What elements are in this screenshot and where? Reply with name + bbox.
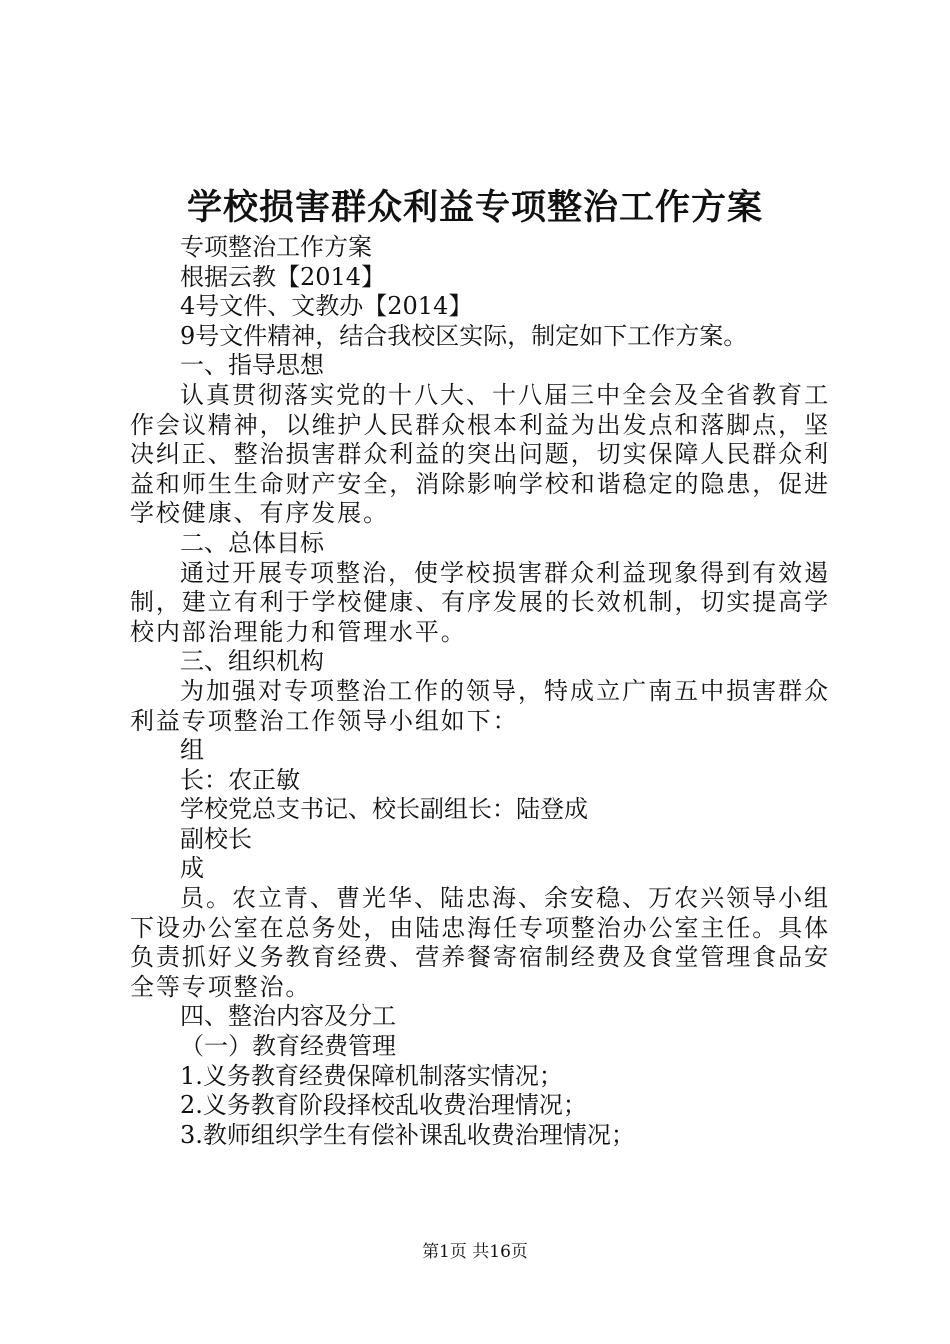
list-item: 3.教师组织学生有偿补课乱收费治理情况； <box>180 1120 635 1149</box>
paragraph: 认真贯彻落实党的十八大、十八届三中全会及全省教育工作会议精神，以维护人民群众根本利益为出发点和落脚点，坚决纠正、整治损害群众利益的突出问题，切实保障人民群众利益和师生生命财产安全，消除影响学校和谐稳定的隐患，促进学校健康、有序发展。 <box>130 380 830 528</box>
text-line: 9号文件精神，结合我校区实际，制定如下工作方案。 <box>180 321 748 350</box>
text-line: 成 <box>180 854 204 883</box>
list-item: 1.义务教育经费保障机制落实情况； <box>180 1061 563 1090</box>
subsection-heading: （一）教育经费管理 <box>180 1032 396 1061</box>
document-body <box>130 233 830 1150</box>
section-heading: 二、总体目标 <box>180 528 324 557</box>
text-line: 根据云教【2014】 <box>180 262 386 291</box>
list-item: 2.义务教育阶段择校乱收费治理情况； <box>180 1091 587 1120</box>
text-line: 组 <box>180 736 204 765</box>
page-number-footer: 第1页 共16页 <box>422 1242 528 1262</box>
section-heading: 一、指导思想 <box>180 351 324 380</box>
text-line: 4号文件、文教办【2014】 <box>180 292 473 321</box>
paragraph: 员。农立青、曹光华、陆忠海、余安稳、万农兴领导小组下设办公室在总务处，由陆忠海任专项整治办公室主任。具体负责抓好义务教育经费、营养餐寄宿制经费及食堂管理食品安全等专项整治。 <box>130 884 830 1001</box>
section-heading: 四、整治内容及分工 <box>180 1002 396 1031</box>
text-line: 专项整治工作方案 <box>180 233 372 261</box>
paragraph: 为加强对专项整治工作的领导，特成立广南五中损害群众利益专项整治工作领导小组如下： <box>130 676 830 735</box>
document-title: 学校损害群众利益专项整治工作方案 <box>186 187 763 228</box>
paragraph: 通过开展专项整治，使学校损害群众利益现象得到有效遏制，建立有利于学校健康、有序发展的长效机制，切实提高学校内部治理能力和管理水平。 <box>130 558 830 646</box>
text-line: 长：农正敏 <box>180 765 300 794</box>
text-line: 副校长 <box>180 824 252 853</box>
section-heading: 三、组织机构 <box>180 647 324 676</box>
text-line: 学校党总支书记、校长副组长：陆登成 <box>180 795 588 824</box>
